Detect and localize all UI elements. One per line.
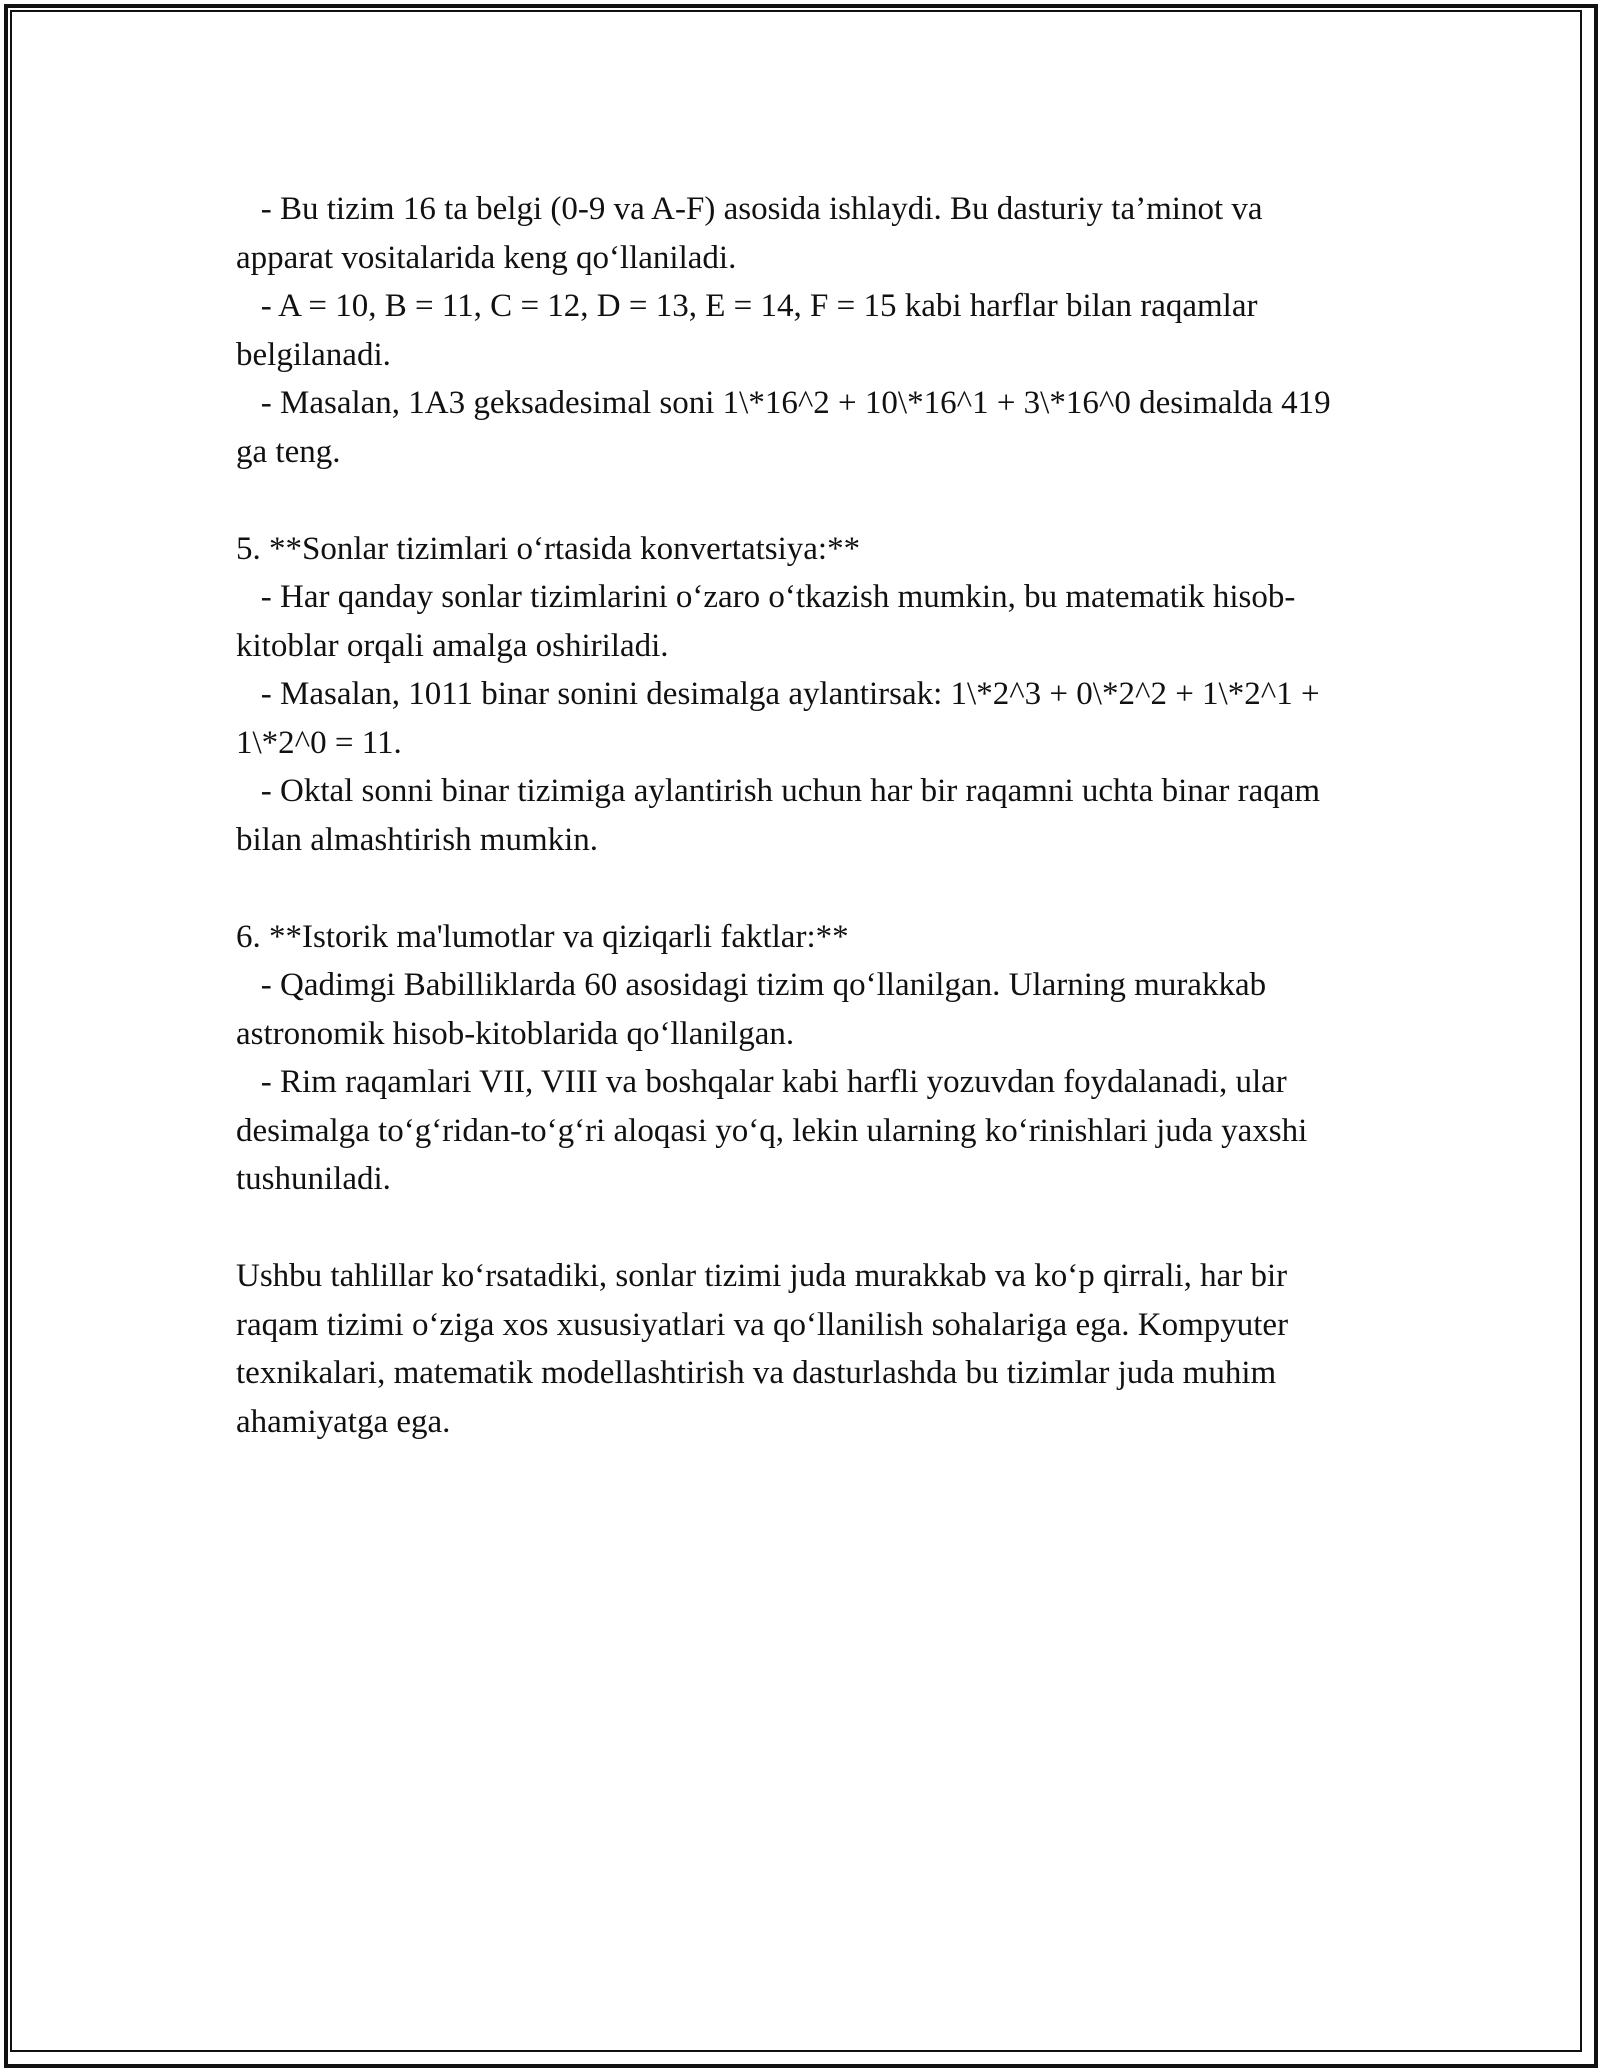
paragraph: - Rim raqamlari VII, VIII va boshqalar kabi harfli yozuvdan foydalanadi, ular desimalga to‘g‘ridan-to‘g‘ri aloqasi yo‘q, lekin ularning ko‘rinishlari juda yaxshi tushuniladi.: [236, 1064, 1316, 1197]
section-6: [236, 913, 1364, 1204]
paragraph: - Har qanday sonlar tizimlarini o‘zaro o‘tkazish mumkin, bu matematik hisob-kitoblar orqali amalga oshiriladi.: [236, 579, 1296, 664]
paragraph: - Qadimgi Babilliklarda 60 asosidagi tizim qo‘llanilgan. Ularning murakkab astronomik hisob-kitoblarida qo‘llanilgan.: [236, 967, 1275, 1052]
conclusion-paragraph: Ushbu tahlillar ko‘rsatadiki, sonlar tizimi juda murakkab va ko‘p qirrali, har bir raqam tizimi o‘ziga xos xususiyatlari va qo‘llanilish sohalariga ega. Kompyuter texnikalari, matematik modellashtirish va dasturlashda bu tizimlar juda muhim ahamiyatga ega.: [236, 1258, 1289, 1440]
section-5: [236, 525, 1364, 865]
document-body: [236, 185, 1364, 1446]
paragraph: - Bu tizim 16 ta belgi (0-9 va A-F) asosida ishlaydi. Bu dasturiy ta’minot va apparat vositalarida keng qo‘llaniladi.: [236, 191, 1271, 276]
paragraph-gap: [236, 864, 1364, 913]
paragraph: - Masalan, 1011 binar sonini desimalga aylantirsak: 1\*2^3 + 0\*2^2 + 1\*2^1 + 1\*2^0 = 11.: [236, 676, 1328, 761]
section-hex: [236, 185, 1364, 476]
section-heading: 5. **Sonlar tizimlari o‘rtasida konvertatsiya:**: [236, 530, 861, 567]
conclusion: [236, 1252, 1364, 1446]
paragraph: - A = 10, B = 11, C = 12, D = 13, E = 14, F = 15 kabi harflar bilan raqamlar belgilanadi.: [236, 288, 1266, 373]
paragraph-gap: [236, 1204, 1364, 1253]
paragraph: - Oktal sonni binar tizimiga aylantirish uchun har bir raqamni uchta binar raqam bilan almashtirish mumkin.: [236, 773, 1329, 858]
paragraph-gap: [236, 476, 1364, 525]
section-heading: 6. **Istorik ma'lumotlar va qiziqarli faktlar:**: [236, 918, 849, 955]
paragraph: - Masalan, 1A3 geksadesimal soni 1\*16^2 + 10\*16^1 + 3\*16^0 desimalda 419 ga teng.: [236, 385, 1339, 470]
